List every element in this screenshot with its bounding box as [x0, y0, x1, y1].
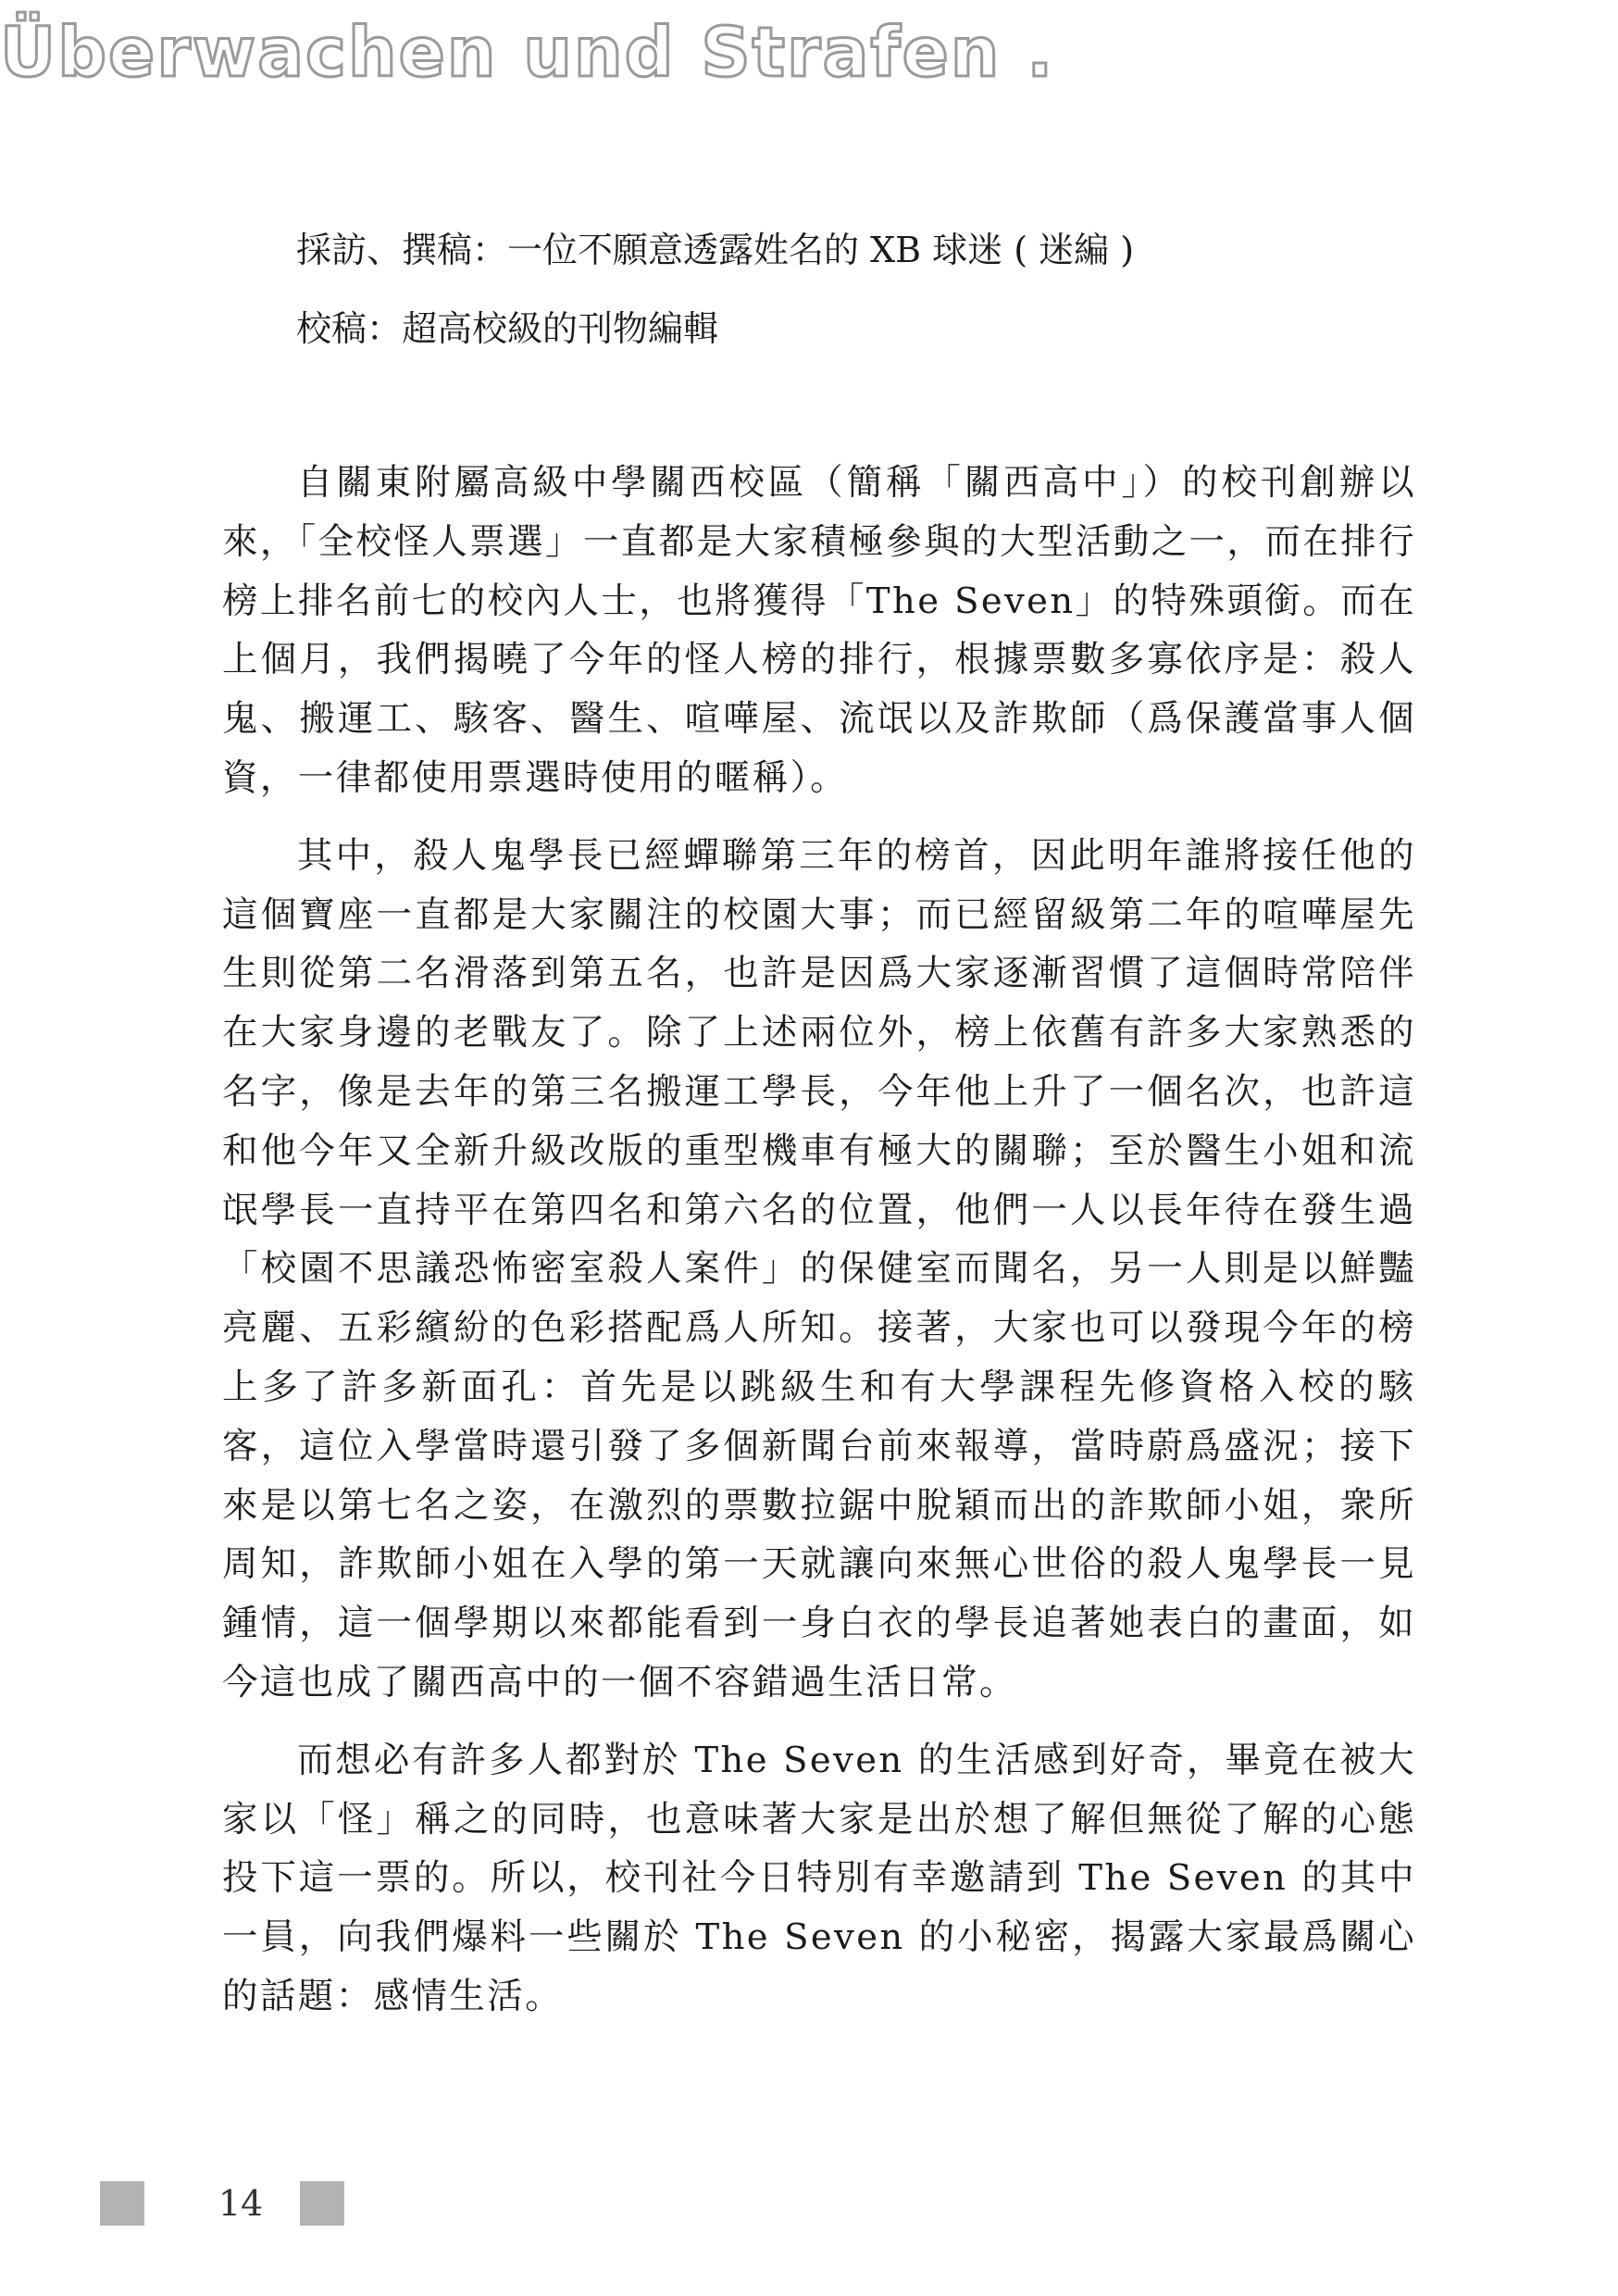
article-body	[222, 454, 1416, 2045]
credits-block	[296, 211, 1407, 368]
article-paragraph-3: 而想必有許多人都對於 The Seven 的生活感到好奇，畢竟在被大家以「怪」稱之的同時，也意味著大家是出於想了解但無從了解的心態投下這一票的。所以，校刊社今日特別有幸邀請到 The Seven 的其中一員，向我們爆料一些關於 The Seven 的小秘密，揭露大家最爲關心的話題：感情生活。	[222, 1739, 1416, 2017]
proofread-credit: 校稿：超高校級的刊物編輯	[296, 308, 719, 349]
running-header-title: Überwachen und Strafen .	[0, 13, 1055, 93]
footer-decoration-left	[100, 2181, 144, 2226]
footer-decoration-right	[300, 2181, 344, 2226]
interview-credit: 採訪、撰稿：一位不願意透露姓名的 XB 球迷 ( 迷編 )	[296, 230, 1135, 270]
article-paragraph-2: 其中，殺人鬼學長已經蟬聯第三年的榜首，因此明年誰將接任他的這個寶座一直都是大家關注的校園大事；而已經留級第二年的喧嘩屋先生則從第二名滑落到第五名，也許是因爲大家逐漸習慣了這個時常陪伴在大家身邊的老戰友了。除了上述兩位外，榜上依舊有許多大家熟悉的名字，像是去年的第三名搬運工學長，今年他上升了一個名次，也許這和他今年又全新升級改版的重型機車有極大的關聯；至於醫生小姐和流氓學長一直持平在第四名和第六名的位置，他們一人以長年待在發生過「校園不思議恐怖密室殺人案件」的保健室而聞名，另一人則是以鮮豔亮麗、五彩繽紛的色彩搭配爲人所知。接著，大家也可以發現今年的榜上多了許多新面孔：首先是以跳級生和有大學課程先修資格入校的駭客，這位入學當時還引發了多個新聞台前來報導，當時蔚爲盛況；接下來是以第七名之姿，在激烈的票數拉鋸中脫穎而出的詐欺師小姐，衆所周知，詐欺師小姐在入學的第一天就讓向來無心世俗的殺人鬼學長一見鍾情，這一個學期以來都能看到一身白衣的學長追著她表白的畫面，如今這也成了關西高中的一個不容錯過生活日常。	[222, 834, 1416, 1703]
page-number: 14	[218, 2183, 264, 2224]
article-paragraph-1: 自關東附屬高級中學關西校區（簡稱「關西高中」）的校刊創辦以來，「全校怪人票選」一直都是大家積極參與的大型活動之一，而在排行榜上排名前七的校內人士，也將獲得「The Seven」的特殊頭銜。而在上個月，我們揭曉了今年的怪人榜的排行，根據票數多寡依序是：殺人鬼、搬運工、駭客、醫生、喧嘩屋、流氓以及詐欺師（爲保護當事人個資，一律都使用票選時使用的暱稱）。	[222, 462, 1416, 799]
